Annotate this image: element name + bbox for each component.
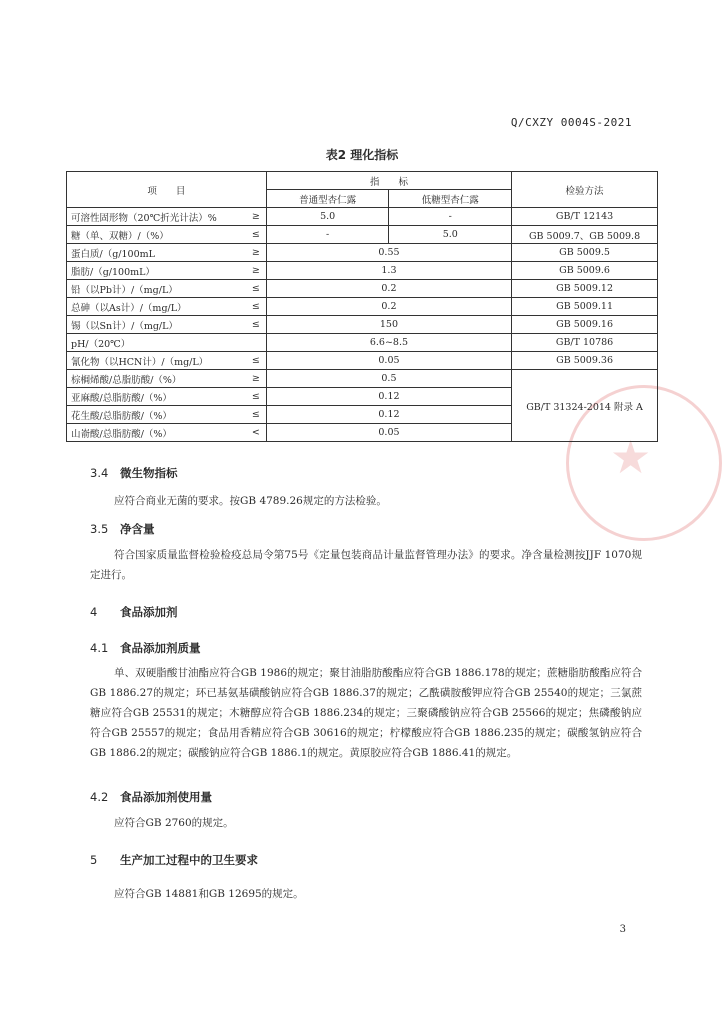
row-method: GB 5009.11 (512, 298, 658, 316)
row-name: 可溶性固形物（20℃折光计法）% (67, 208, 237, 226)
row-name: 亚麻酸/总脂肪酸/（%） (67, 388, 237, 406)
table-row (67, 262, 658, 280)
row-value-normal: - (266, 226, 389, 244)
row-method: GB/T 10786 (512, 334, 658, 352)
row-name: 锡（以Sn计）/（mg/L） (67, 316, 237, 334)
row-value: 0.12 (266, 388, 511, 406)
section-3-5-heading (90, 521, 155, 537)
page-number: 3 (619, 924, 626, 935)
table-row (67, 352, 658, 370)
section-5-heading (90, 852, 258, 868)
section-number: 5 (90, 853, 98, 867)
section-number: 4 (90, 605, 98, 619)
section-title: 微生物指标 (120, 466, 178, 480)
fatty-acid-method: GB/T 31324-2014 附录 A (512, 370, 658, 442)
row-symbol: < (236, 424, 266, 442)
section-title: 食品添加剂使用量 (120, 790, 212, 804)
header-low-sugar-type: 低糖型杏仁露 (389, 190, 512, 208)
row-name: 脂肪/（g/100mL） (67, 262, 237, 280)
row-symbol: ≤ (236, 406, 266, 424)
row-name: 棕榈烯酸/总脂肪酸/（%） (67, 370, 237, 388)
row-symbol: ≤ (236, 352, 266, 370)
table-row (67, 370, 658, 388)
row-symbol: ≤ (236, 316, 266, 334)
row-method: GB 5009.5 (512, 244, 658, 262)
row-name: 山嵛酸/总脂肪酸/（%） (67, 424, 237, 442)
seal-star-icon: ★ (610, 430, 652, 484)
header-indicator: 指 标 (266, 172, 511, 190)
row-value: 0.55 (266, 244, 511, 262)
row-name: 总砷（以As计）/（mg/L） (67, 298, 237, 316)
section-3-4-heading (90, 465, 178, 481)
row-value: 1.3 (266, 262, 511, 280)
section-number: 3.5 (90, 522, 109, 536)
physicochemical-table (66, 171, 658, 442)
row-value: 0.05 (266, 424, 511, 442)
row-symbol: ≤ (236, 388, 266, 406)
table-title: 表2 理化指标 (325, 148, 399, 162)
table-row (67, 280, 658, 298)
header-method: 检验方法 (512, 172, 658, 208)
row-method: GB 5009.7、GB 5009.8 (512, 226, 658, 244)
row-value: 0.05 (266, 352, 511, 370)
section-4-2-heading (90, 789, 212, 805)
row-value: 0.12 (266, 406, 511, 424)
section-number: 3.4 (90, 466, 109, 480)
row-value: 0.2 (266, 280, 511, 298)
section-3-4-text: 应符合商业无菌的要求。按GB 4789.26规定的方法检验。 (114, 495, 387, 507)
row-value: 6.6~8.5 (266, 334, 511, 352)
table-header-row (67, 172, 658, 190)
section-number: 4.2 (90, 790, 109, 804)
row-name: 蛋白质/（g/100mL (67, 244, 237, 262)
row-symbol (236, 334, 266, 352)
row-symbol: ≤ (236, 226, 266, 244)
row-value: 0.2 (266, 298, 511, 316)
row-name: 花生酸/总脂肪酸/（%） (67, 406, 237, 424)
header-item: 项 目 (67, 172, 267, 208)
row-name: 氰化物（以HCN计）/（mg/L） (67, 352, 237, 370)
row-symbol: ≥ (236, 370, 266, 388)
row-method: GB/T 12143 (512, 208, 658, 226)
section-number: 4.1 (90, 641, 109, 655)
row-name: 铅（以Pb计）/（mg/L） (67, 280, 237, 298)
row-value-low: - (389, 208, 512, 226)
row-symbol: ≤ (236, 298, 266, 316)
table-row (67, 226, 658, 244)
section-title: 净含量 (120, 522, 155, 536)
table-row (67, 298, 658, 316)
table-row (67, 208, 658, 226)
section-title: 食品添加剂 (120, 605, 178, 619)
row-symbol: ≥ (236, 262, 266, 280)
row-method: GB 5009.16 (512, 316, 658, 334)
row-value: 150 (266, 316, 511, 334)
row-value-low: 5.0 (389, 226, 512, 244)
row-method: GB 5009.36 (512, 352, 658, 370)
standard-code: Q/CXZY 0004S-2021 (510, 116, 632, 129)
row-symbol: ≥ (236, 208, 266, 226)
row-symbol: ≤ (236, 280, 266, 298)
table-row (67, 334, 658, 352)
row-method: GB 5009.6 (512, 262, 658, 280)
section-4-heading (90, 604, 178, 620)
table-row (67, 316, 658, 334)
header-normal-type: 普通型杏仁露 (266, 190, 389, 208)
row-method: GB 5009.12 (512, 280, 658, 298)
row-value: 0.5 (266, 370, 511, 388)
section-5-text: 应符合GB 14881和GB 12695的规定。 (114, 888, 304, 900)
table-row (67, 244, 658, 262)
row-value-normal: 5.0 (266, 208, 389, 226)
section-3-5-text: 符合国家质量监督检验检疫总局令第75号《定量包装商品计量监督管理办法》的要求。净含量检测按JJF 1070规定进行。 (90, 549, 642, 581)
section-4-1-text: 单、双硬脂酸甘油酯应符合GB 1986的规定；聚甘油脂肪酸酯应符合GB 1886.178的规定；蔗糖脂肪酸酯应符合GB 1886.27的规定；环已基氨基磺酸钠应符合GB 1886.37的规定；乙酰磺胺酸钾应符合GB 25540的规定；三氯蔗糖应符合GB 25531的规定；木糖醇应符合GB 1886.234的规定；三聚磷酸钠应符合GB 25566的规定；焦磷酸钠应符合GB 25557的规定；食品用香精应符合GB 30616的规定；柠檬酸应符合GB 1886.235的规定；碳酸氢钠应符合GB 1886.2的规定；碳酸钠应符合GB 1886.1的规定。黄原胶应符合GB 1886.41的规定。 (90, 667, 642, 759)
section-4-2-text: 应符合GB 2760的规定。 (114, 817, 234, 829)
section-title: 食品添加剂质量 (120, 641, 201, 655)
row-symbol: ≥ (236, 244, 266, 262)
row-name: pH/（20℃） (67, 334, 237, 352)
section-4-1-heading (90, 640, 201, 656)
section-title: 生产加工过程中的卫生要求 (120, 853, 258, 867)
row-name: 糖（单、双糖）/（%） (67, 226, 237, 244)
